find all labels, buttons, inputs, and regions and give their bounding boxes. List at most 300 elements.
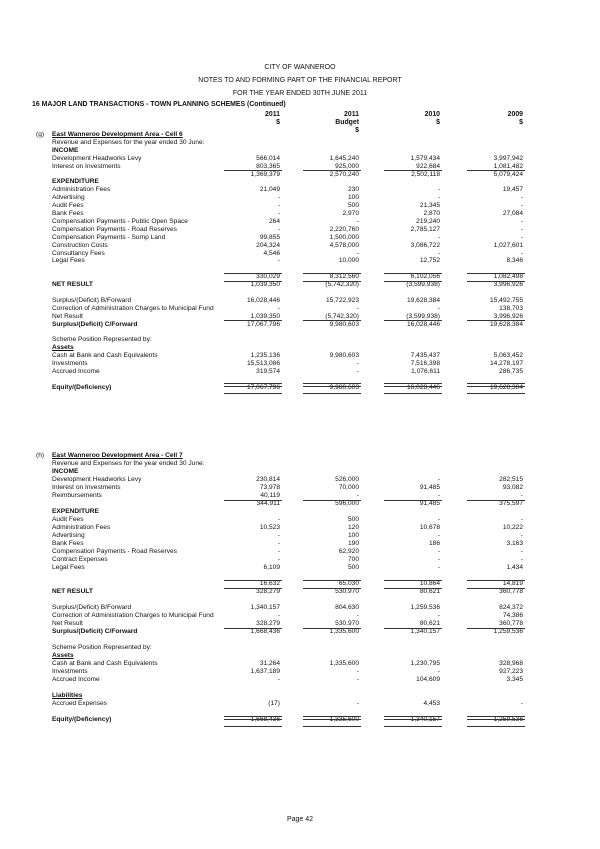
cell-value: 286,735 bbox=[499, 368, 523, 375]
table-row bbox=[0, 243, 600, 250]
table-row bbox=[0, 140, 600, 147]
cell-value: 93,082 bbox=[502, 484, 523, 491]
cell-value: - bbox=[277, 540, 280, 547]
cell-value: 3,086,722 bbox=[410, 241, 440, 249]
table-row bbox=[0, 219, 600, 226]
row-label: Administration Fees bbox=[52, 524, 111, 531]
cell-value: 1,668,436 bbox=[250, 628, 280, 635]
cell-value: 62,920 bbox=[338, 548, 359, 555]
cell-value: 10,864 bbox=[419, 580, 440, 587]
cell-value: 1,500,000 bbox=[329, 233, 359, 241]
cell-value: - bbox=[277, 556, 280, 563]
cell-value: 19,628,384 bbox=[406, 296, 440, 304]
total-rule bbox=[303, 281, 361, 282]
cell-value: - bbox=[520, 492, 523, 499]
row-label: Contract Expenses bbox=[52, 556, 108, 563]
row-label: Surplus/(Deficit) B/Forward bbox=[52, 604, 132, 611]
row-label: Assets bbox=[52, 652, 74, 659]
table-row bbox=[0, 501, 600, 508]
cell-value: 15,722,923 bbox=[325, 296, 359, 304]
table-row bbox=[0, 605, 600, 612]
total-rule bbox=[303, 726, 361, 727]
cell-value: 10,678 bbox=[419, 524, 440, 531]
row-label: Cash at Bank and Cash Equivalents bbox=[52, 660, 158, 667]
cell-value: 4,546 bbox=[263, 249, 280, 257]
section-heading-row bbox=[0, 132, 600, 139]
cell-value: 922,684 bbox=[416, 162, 440, 170]
total-rule bbox=[303, 320, 361, 321]
cell-value: 344,911 bbox=[256, 500, 280, 507]
total-rule bbox=[467, 170, 525, 171]
row-label: INCOME bbox=[52, 146, 79, 154]
cell-value: 16,028,446 bbox=[246, 296, 280, 304]
cell-value: 10,222 bbox=[502, 524, 523, 531]
cell-value: 1,082,498 bbox=[493, 273, 523, 281]
cell-value: 120 bbox=[347, 524, 359, 531]
cell-value: 80,621 bbox=[419, 588, 440, 595]
cell-value: - bbox=[356, 249, 359, 257]
cell-value: - bbox=[520, 233, 523, 241]
cell-value: - bbox=[437, 233, 440, 241]
cell-value: 100 bbox=[347, 532, 359, 539]
cell-value: 73,978 bbox=[259, 484, 280, 491]
total-rule bbox=[224, 628, 282, 629]
total-rule bbox=[384, 580, 442, 581]
cell-value: 21,049 bbox=[259, 186, 280, 194]
report-period: FOR THE YEAR ENDED 30TH JUNE 2011 bbox=[232, 90, 368, 97]
cell-value: - bbox=[356, 217, 359, 225]
total-rule bbox=[303, 500, 361, 501]
total-rule bbox=[384, 170, 442, 171]
cell-value: 2,970 bbox=[342, 210, 359, 217]
col-header-year: 2011 bbox=[265, 111, 280, 118]
row-label: Equity/(Deficiency) bbox=[52, 716, 112, 723]
cell-value: - bbox=[277, 532, 280, 539]
row-label: Equity/(Deficiency) bbox=[52, 383, 112, 391]
table-row bbox=[0, 477, 600, 484]
page-number: Page 42 bbox=[286, 816, 314, 823]
cell-value: 16,028,446 bbox=[406, 383, 440, 391]
total-rule bbox=[384, 726, 442, 727]
cell-value: 14,819 bbox=[502, 580, 523, 587]
table-row bbox=[0, 322, 600, 329]
cell-value: 803,365 bbox=[256, 162, 280, 170]
table-row bbox=[0, 549, 600, 556]
cell-value: - bbox=[520, 532, 523, 539]
table-row bbox=[0, 637, 600, 644]
row-label: Legal Fees bbox=[52, 257, 85, 265]
row-label: Accrued Expenses bbox=[52, 700, 107, 707]
total-rule bbox=[467, 588, 525, 589]
cell-value: 2,220,760 bbox=[329, 225, 359, 233]
cell-value: 3,345 bbox=[506, 676, 523, 683]
cell-value: 15,492,755 bbox=[489, 296, 523, 304]
row-label: Scheme Position Represented by: bbox=[52, 336, 152, 344]
table-row bbox=[0, 565, 600, 572]
row-label: Interest on Investments bbox=[52, 484, 121, 491]
cell-value: 1,668,436 bbox=[250, 716, 280, 723]
row-label: Investments bbox=[52, 360, 88, 368]
cell-value: 91,485 bbox=[419, 484, 440, 491]
table-row bbox=[0, 369, 600, 376]
total-rule bbox=[303, 580, 361, 581]
cell-value: - bbox=[437, 556, 440, 563]
table-row bbox=[0, 509, 600, 516]
row-label: Surplus/(Deficit) C/Forward bbox=[52, 628, 138, 635]
total-rule bbox=[303, 628, 361, 629]
row-label: Audit Fees bbox=[52, 202, 84, 210]
cell-value: 99,855 bbox=[259, 233, 280, 241]
table-row bbox=[0, 187, 600, 194]
table-row bbox=[0, 306, 600, 313]
total-rule bbox=[384, 500, 442, 501]
row-label: Administration Fees bbox=[52, 186, 111, 194]
double-rule bbox=[303, 383, 361, 387]
cell-value: - bbox=[277, 194, 280, 202]
cell-value: 1,340,157 bbox=[250, 604, 280, 611]
total-rule bbox=[384, 281, 442, 282]
cell-value: 10,000 bbox=[338, 257, 359, 265]
table-row bbox=[0, 589, 600, 596]
cell-value: - bbox=[520, 556, 523, 563]
total-rule bbox=[303, 170, 361, 171]
cell-value: 925,000 bbox=[335, 162, 359, 170]
row-label: Scheme Position Represented by: bbox=[52, 644, 152, 651]
table-row bbox=[0, 485, 600, 492]
cell-value: (3,599,938) bbox=[406, 281, 440, 289]
cell-value: 1,335,600 bbox=[329, 716, 359, 723]
total-rule bbox=[467, 320, 525, 321]
cell-value: 5,079,424 bbox=[493, 170, 523, 178]
col-header-year: 2009 bbox=[507, 111, 523, 118]
cell-value: - bbox=[277, 548, 280, 555]
col-header-unit: $ bbox=[436, 119, 440, 126]
total-rule bbox=[467, 726, 525, 727]
table-row bbox=[0, 156, 600, 163]
cell-value: 9,980,603 bbox=[329, 352, 359, 360]
section-marker: (h) bbox=[36, 452, 45, 459]
row-label: EXPENDITURE bbox=[52, 178, 99, 186]
cell-value: 1,579,434 bbox=[410, 154, 440, 162]
cell-value: 3,163 bbox=[506, 540, 523, 547]
row-label: Legal Fees bbox=[52, 564, 85, 571]
cell-value: 9,980,603 bbox=[329, 320, 359, 328]
cell-value: - bbox=[437, 476, 440, 483]
row-label: Investments bbox=[52, 668, 88, 675]
row-label: Net Result bbox=[52, 312, 83, 320]
cell-value: 282,515 bbox=[499, 476, 523, 483]
total-rule bbox=[224, 320, 282, 321]
col-header-unit: $ bbox=[355, 127, 359, 134]
cell-value: 1,335,600 bbox=[329, 628, 359, 635]
row-label: Reimbursements bbox=[52, 492, 102, 499]
table-row bbox=[0, 517, 600, 524]
row-label: Correction of Administration Charges to Municipal Fund bbox=[52, 304, 214, 312]
section-heading: East Wanneroo Development Area - Cell 6 bbox=[52, 131, 183, 138]
cell-value: - bbox=[520, 202, 523, 210]
cell-value: 1,259,536 bbox=[493, 716, 523, 723]
table-row bbox=[0, 629, 600, 636]
cell-value: - bbox=[437, 548, 440, 555]
cell-value: 16,028,446 bbox=[406, 320, 440, 328]
cell-value: - bbox=[437, 668, 440, 675]
cell-value: 360,778 bbox=[499, 588, 523, 595]
row-label: Advertising bbox=[52, 194, 85, 202]
section-title: 16 MAJOR LAND TRANSACTIONS - TOWN PLANNING SCHEMES (Continued) bbox=[32, 101, 286, 108]
cell-value: 375,597 bbox=[499, 500, 523, 507]
cell-value: - bbox=[437, 612, 440, 619]
cell-value: 1,039,350 bbox=[250, 281, 280, 289]
cell-value: 100 bbox=[347, 194, 359, 202]
cell-value: 328,279 bbox=[256, 588, 280, 595]
total-rule bbox=[467, 580, 525, 581]
row-label: Audit Fees bbox=[52, 516, 84, 523]
total-rule bbox=[224, 726, 282, 727]
total-rule bbox=[467, 628, 525, 629]
cell-value: 186 bbox=[428, 540, 440, 547]
cell-value: - bbox=[356, 304, 359, 312]
cell-value: 2,870 bbox=[423, 210, 440, 217]
cell-value: 19,457 bbox=[502, 186, 523, 194]
cell-value: 4,453 bbox=[423, 700, 440, 707]
cell-value: 328,279 bbox=[256, 620, 280, 627]
cell-value: - bbox=[437, 186, 440, 194]
cell-value: - bbox=[437, 492, 440, 499]
table-row bbox=[0, 677, 600, 684]
total-rule bbox=[384, 628, 442, 629]
cell-value: 74,386 bbox=[502, 612, 523, 619]
cell-value: 6,109 bbox=[263, 564, 280, 571]
cell-value: 80,621 bbox=[419, 620, 440, 627]
cell-value: - bbox=[277, 304, 280, 312]
table-row bbox=[0, 290, 600, 297]
row-label: Consultancy Fees bbox=[52, 249, 105, 257]
total-rule bbox=[384, 273, 442, 274]
cell-value: 15,513,086 bbox=[246, 360, 280, 368]
cell-value: 500 bbox=[347, 202, 359, 210]
cell-value: 328,968 bbox=[499, 660, 523, 667]
cell-value: 1,081,482 bbox=[493, 162, 523, 170]
cell-value: 65,030 bbox=[338, 580, 359, 587]
cell-value: - bbox=[356, 668, 359, 675]
cell-value: 927,223 bbox=[499, 668, 523, 675]
row-label: NET RESULT bbox=[52, 588, 93, 595]
row-label: Development Headworks Levy bbox=[52, 154, 142, 162]
double-rule bbox=[467, 716, 525, 720]
table-row bbox=[0, 525, 600, 532]
cell-value: 219,240 bbox=[416, 217, 440, 225]
cell-value: - bbox=[520, 516, 523, 523]
row-label: Compensation Payments - Road Reserves bbox=[52, 225, 177, 233]
total-rule bbox=[384, 393, 442, 394]
cell-value: - bbox=[277, 516, 280, 523]
cell-value: - bbox=[520, 548, 523, 555]
row-label: Advertising bbox=[52, 532, 85, 539]
cell-value: - bbox=[520, 217, 523, 225]
table-row bbox=[0, 148, 600, 155]
cell-value: 12,752 bbox=[419, 257, 440, 265]
cell-value: 330,029 bbox=[256, 273, 280, 281]
double-rule bbox=[384, 716, 442, 720]
total-rule bbox=[467, 393, 525, 394]
cell-value: 104,609 bbox=[416, 676, 440, 683]
row-label: Correction of Administration Charges to Municipal Fund bbox=[52, 612, 214, 619]
cell-value: 1,259,536 bbox=[493, 628, 523, 635]
report-subtitle: NOTES TO AND FORMING PART OF THE FINANCIAL REPORT bbox=[198, 77, 402, 84]
table-row bbox=[0, 645, 600, 652]
cell-value: 40,119 bbox=[260, 492, 280, 499]
row-label: Compensation Payments - Road Reserves bbox=[52, 548, 177, 555]
cell-value: 31,264 bbox=[259, 660, 280, 667]
row-label: Bank Fees bbox=[52, 540, 84, 547]
cell-value: 16,632 bbox=[259, 580, 280, 587]
cell-value: (3,599,938) bbox=[406, 312, 440, 320]
cell-value: - bbox=[437, 516, 440, 523]
org-name: CITY OF WANNEROO bbox=[264, 64, 336, 71]
total-rule bbox=[224, 500, 282, 501]
col-header-year: 2010 bbox=[424, 111, 440, 118]
total-rule bbox=[467, 500, 525, 501]
cell-value: 596,000 bbox=[335, 500, 359, 507]
row-label: Interest on Investments bbox=[52, 162, 121, 170]
cell-value: 1,235,136 bbox=[250, 352, 280, 360]
cell-value: 319,574 bbox=[256, 368, 280, 375]
cell-value: 10,523 bbox=[259, 524, 280, 531]
double-rule bbox=[224, 716, 282, 720]
row-label: Compensation Payments - Sump Land bbox=[52, 233, 166, 241]
cell-value: 17,067,796 bbox=[246, 320, 280, 328]
cell-value: 14,278,197 bbox=[489, 360, 523, 368]
total-rule bbox=[224, 580, 282, 581]
cell-value: 190 bbox=[347, 540, 359, 547]
cell-value: 804,630 bbox=[335, 604, 359, 611]
col-header-year: 2011 bbox=[344, 111, 359, 118]
cell-value: 824,372 bbox=[499, 604, 523, 611]
cell-value: 21,345 bbox=[419, 202, 440, 210]
row-label: Construction Costs bbox=[52, 241, 108, 249]
cell-value: 91,485 bbox=[419, 500, 440, 507]
cell-value: - bbox=[356, 676, 359, 683]
row-label: INCOME bbox=[52, 468, 79, 475]
cell-value: 566,014 bbox=[256, 154, 280, 162]
cell-value: 204,324 bbox=[256, 241, 280, 249]
row-label: Revenue and Expenses for the year ended 30 June: bbox=[52, 138, 205, 146]
cell-value: 264 bbox=[268, 217, 280, 225]
row-label: Development Headworks Levy bbox=[52, 476, 142, 483]
cell-value: - bbox=[277, 676, 280, 683]
cell-value: 4,578,000 bbox=[329, 241, 359, 249]
total-rule bbox=[224, 170, 282, 171]
col-header-unit: $ bbox=[519, 119, 523, 126]
cell-value: 1,340,157 bbox=[410, 716, 440, 723]
section-heading-row bbox=[0, 453, 600, 460]
table-row bbox=[0, 701, 600, 708]
table-row bbox=[0, 653, 600, 660]
double-rule bbox=[467, 383, 525, 387]
cell-value: 700 bbox=[347, 556, 359, 563]
cell-value: 500 bbox=[347, 564, 359, 571]
cell-value: - bbox=[277, 225, 280, 233]
table-row bbox=[0, 461, 600, 468]
section-heading: East Wanneroo Development Area - Cell 7 bbox=[52, 452, 183, 459]
cell-value: 138,703 bbox=[499, 304, 523, 312]
cell-value: 530,970 bbox=[335, 620, 359, 627]
table-row bbox=[0, 685, 600, 692]
cell-value: (5,742,320) bbox=[325, 312, 359, 320]
cell-value: - bbox=[437, 564, 440, 571]
table-row bbox=[0, 227, 600, 234]
cell-value: - bbox=[277, 612, 280, 619]
cell-value: - bbox=[520, 700, 523, 707]
cell-value: 8,312,560 bbox=[329, 273, 359, 281]
row-label: Net Result bbox=[52, 620, 83, 627]
cell-value: 27,084 bbox=[502, 210, 523, 217]
cell-value: 526,000 bbox=[335, 476, 359, 483]
cell-value: 3,996,926 bbox=[493, 281, 523, 289]
cell-value: - bbox=[356, 612, 359, 619]
row-label: Cash at Bank and Cash Equivalents bbox=[52, 352, 158, 360]
cell-value: - bbox=[356, 360, 359, 368]
row-label: Surplus/(Deficit) B/Forward bbox=[52, 296, 132, 304]
cell-value: - bbox=[277, 210, 280, 217]
table-row bbox=[0, 282, 600, 289]
table-row bbox=[0, 469, 600, 476]
table-row bbox=[0, 669, 600, 676]
double-rule bbox=[384, 383, 442, 387]
cell-value: - bbox=[356, 368, 359, 375]
row-label: EXPENDITURE bbox=[52, 508, 99, 515]
row-label: Bank Fees bbox=[52, 210, 84, 217]
cell-value: - bbox=[277, 202, 280, 210]
cell-value: 7,435,437 bbox=[410, 352, 440, 360]
table-row bbox=[0, 597, 600, 604]
total-rule bbox=[303, 273, 361, 274]
double-rule bbox=[224, 383, 282, 387]
table-row bbox=[0, 541, 600, 548]
cell-value: (5,742,320) bbox=[325, 281, 359, 289]
total-rule bbox=[467, 281, 525, 282]
cell-value: 500 bbox=[347, 516, 359, 523]
cell-value: 2,502,118 bbox=[411, 170, 440, 178]
cell-value: - bbox=[437, 304, 440, 312]
cell-value: (17) bbox=[268, 700, 280, 707]
cell-value: 2,785,127 bbox=[410, 225, 440, 233]
total-rule bbox=[384, 588, 442, 589]
total-rule bbox=[467, 273, 525, 274]
cell-value: 1,645,240 bbox=[329, 154, 359, 162]
double-rule bbox=[303, 716, 361, 720]
table-row bbox=[0, 195, 600, 202]
cell-value: - bbox=[437, 194, 440, 202]
cell-value: 5,063,452 bbox=[493, 352, 523, 360]
cell-value: 1,340,157 bbox=[410, 628, 440, 635]
table-row bbox=[0, 661, 600, 668]
row-label: Revenue and Expenses for the year ended 30 June: bbox=[52, 460, 205, 467]
cell-value: 1,039,350 bbox=[250, 312, 280, 320]
table-row bbox=[0, 211, 600, 218]
cell-value: 230 bbox=[347, 186, 359, 194]
total-rule bbox=[224, 588, 282, 589]
cell-value: - bbox=[277, 257, 280, 265]
cell-value: 1,335,600 bbox=[329, 660, 359, 667]
col-header-unit: $ bbox=[276, 119, 280, 126]
cell-value: 19,628,384 bbox=[489, 320, 523, 328]
total-rule bbox=[303, 393, 361, 394]
table-row bbox=[0, 533, 600, 540]
total-rule bbox=[303, 588, 361, 589]
cell-value: 360,778 bbox=[499, 620, 523, 627]
section-marker: (g) bbox=[36, 131, 45, 138]
